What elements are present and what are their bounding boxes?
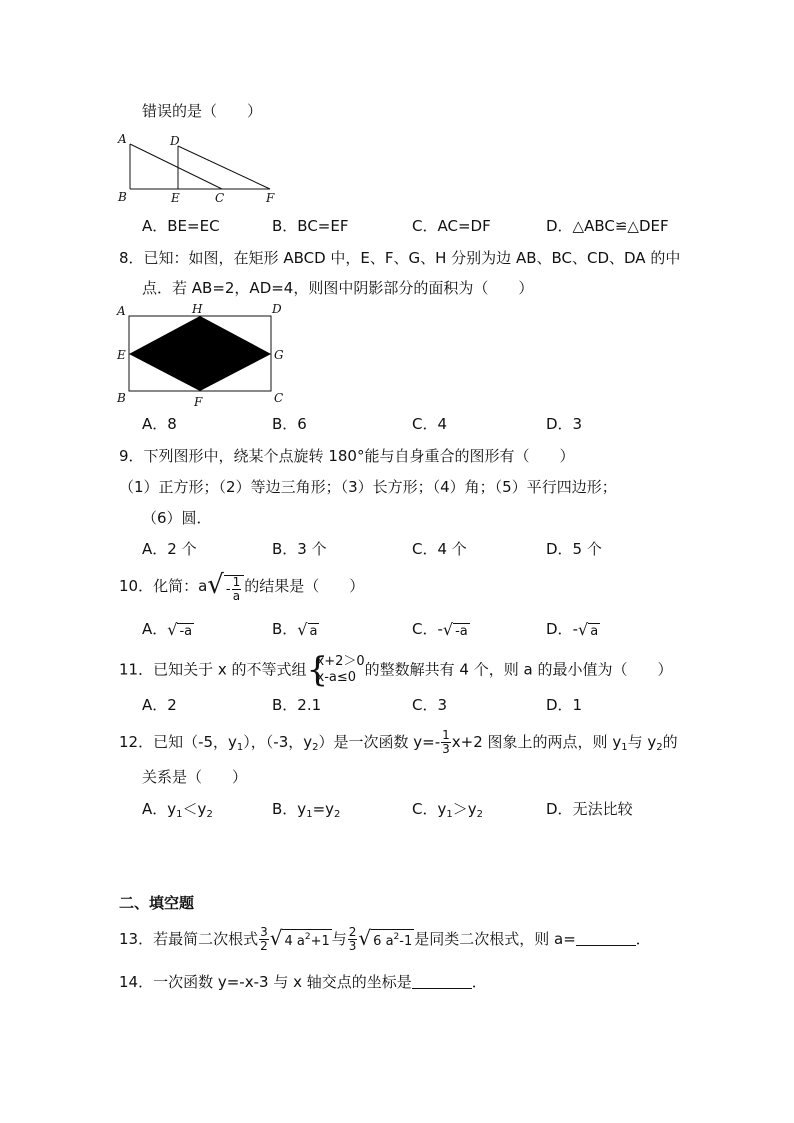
q10-option-a: A．√ -a — [142, 619, 193, 639]
q8-option-b: B．6 — [272, 415, 307, 433]
q11-stem: 11．已知关于 x 的不等式组 { x+2＞0 x-a≤0 的整数解共有 4 个，则 a 的最小值为（ ） — [119, 650, 673, 690]
q7-option-a: A．BE=EC — [142, 217, 220, 235]
q7-triangles-figure — [112, 128, 282, 208]
q11-option-a: A．2 — [142, 696, 177, 714]
q8-stem-line2: 点．若 AB=2，AD=4，则图中阴影部分的面积为（ ） — [142, 279, 534, 297]
q7-label-f: F — [266, 191, 275, 205]
q13-stem: 13．若最简二次根式 $\frac{3}{2}$ √ 4 $a^2+1$ 与 $\frac{2}{3}$ √ 6 $a^2-1$ 是同类二次根式，则 a= ． — [119, 925, 651, 953]
q7-label-d: D — [170, 134, 180, 148]
q9-stem-line1: 9．下列图形中，绕某个点旋转 180°能与自身重合的图形有（ ） — [119, 447, 575, 465]
q7-label-b: B — [118, 190, 127, 204]
q10-option-c: C．-√ -a — [412, 619, 468, 639]
q8-label-f: F — [194, 395, 203, 409]
q13-answer-blank — [576, 931, 636, 946]
q11-inequality-system: { x+2＞0 x-a≤0 — [306, 650, 365, 690]
q11-option-c: C．3 — [412, 696, 448, 714]
q9-option-a: A．2 个 — [142, 540, 197, 558]
q8-label-d: D — [272, 302, 282, 316]
q9-option-c: C．4 个 — [412, 540, 467, 558]
q12-option-c: C．$y_1>y_2$ — [412, 800, 484, 820]
q8-label-b: B — [117, 391, 126, 405]
q8-label-e: E — [117, 348, 126, 362]
q8-label-h: H — [192, 302, 203, 316]
q7-option-c: C．AC=DF — [412, 217, 491, 235]
q8-option-d: D．3 — [546, 415, 583, 433]
q10-option-d: D．-√ a — [546, 619, 599, 639]
q7-option-b: B．BC=EF — [272, 217, 349, 235]
q8-stem-line1: 8．已知：如图，在矩形 ABCD 中，E、F、G、H 分别为边 AB、BC、CD、DA 的中 — [119, 249, 681, 267]
q10-radical: √ - $\frac{1}{a}$ — [207, 570, 244, 603]
q9-option-b: B．3 个 — [272, 540, 327, 558]
q8-label-g: G — [274, 348, 284, 362]
q12-stem-line2: 关系是（ ） — [142, 768, 248, 786]
q8-option-c: C．4 — [412, 415, 448, 433]
q7-label-a: A — [118, 132, 127, 146]
q12-option-a: A．$y_1<y_2$ — [142, 800, 213, 820]
q7-option-d: D．△ABC≌△DEF — [546, 217, 669, 235]
q8-option-a: A．8 — [142, 415, 177, 433]
q10-stem: 10．化简：a√ - $\frac{1}{a}$ 的结果是（ ） — [119, 570, 365, 603]
q8-label-a: A — [117, 304, 126, 318]
q12-option-d: D．无法比较 — [546, 800, 633, 818]
q9-option-d: D．5 个 — [546, 540, 602, 558]
q7-continuation: 错误的是（ ） — [142, 102, 263, 120]
q7-label-e: E — [171, 191, 180, 205]
q10-option-b: B．√ a — [272, 619, 318, 639]
q11-option-b: B．2.1 — [272, 696, 322, 714]
q12-stem-line1: 12．已知（-5，$y_1$），（-3，$y_2$）是一次函数 y=- $\frac{1}{3}$ x+2 图象上的两点，则 $y_1$与 $y_2$的 — [119, 728, 678, 756]
q14-answer-blank — [412, 974, 472, 989]
q14-stem: 14．一次函数 y=-x-3 与 x 轴交点的坐标是 ． — [119, 973, 487, 991]
q9-stem-line3: （6）圆． — [142, 509, 212, 527]
q11-option-d: D．1 — [546, 696, 583, 714]
q7-label-c: C — [215, 191, 225, 205]
q12-option-b: B．$y_1=y_2$ — [272, 800, 341, 820]
q9-stem-line2: （1）正方形；（2）等边三角形；（3）长方形；（4）角；（5）平行四边形； — [119, 478, 617, 496]
section-title-fill-in: 二、填空题 — [119, 894, 195, 912]
q8-rectangle-figure — [112, 298, 292, 410]
q8-label-c: C — [274, 391, 284, 405]
